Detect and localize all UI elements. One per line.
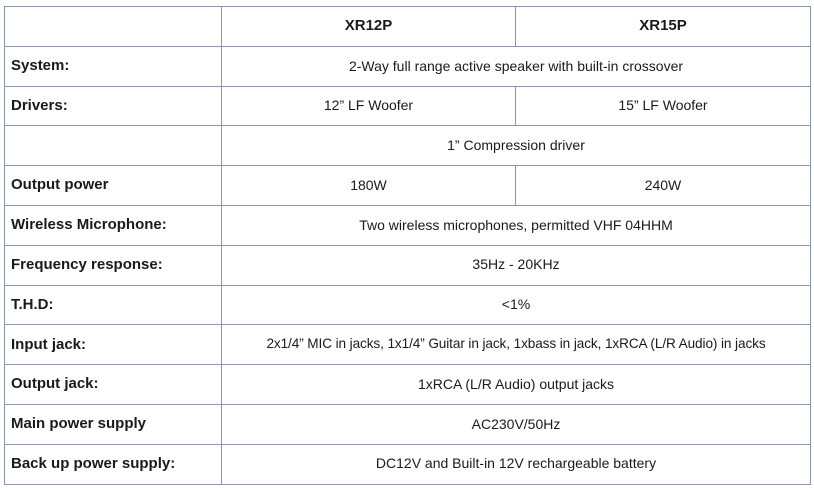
row-label: Frequency response: [5, 245, 222, 285]
header-row [5, 7, 811, 47]
row-value: 1xRCA (L/R Audio) output jacks [222, 365, 811, 405]
row-label: Main power supply [5, 404, 222, 444]
row-label: Back up power supply: [5, 444, 222, 484]
model-header-xr12p: XR12P [222, 7, 516, 47]
row-label: Output jack: [5, 365, 222, 405]
table-row-system [5, 46, 811, 86]
row-label: Output power [5, 166, 222, 206]
row-value: 2-Way full range active speaker with built-in crossover [222, 46, 811, 86]
row-label: Wireless Microphone: [5, 205, 222, 245]
row-label: System: [5, 46, 222, 86]
header-corner-cell [5, 7, 222, 47]
table-row-backup-power-supply [5, 444, 811, 484]
table-row-compression-driver [5, 126, 811, 166]
row-value: 2x1/4” MIC in jacks, 1x1/4” Guitar in jack, 1xbass in jack, 1xRCA (L/R Audio) in jacks [222, 325, 811, 365]
row-label [5, 126, 222, 166]
row-value: 1” Compression driver [222, 126, 811, 166]
table-row-main-power-supply [5, 404, 811, 444]
row-value-xr15p: 240W [516, 166, 811, 206]
table-row-thd [5, 285, 811, 325]
row-value: Two wireless microphones, permitted VHF 04HHM [222, 205, 811, 245]
table-row-wireless-microphone [5, 205, 811, 245]
row-value-xr15p: 15” LF Woofer [516, 86, 811, 126]
table-row-input-jack [5, 325, 811, 365]
row-value: DC12V and Built-in 12V rechargeable battery [222, 444, 811, 484]
table-row-output-power [5, 166, 811, 206]
row-value: AC230V/50Hz [222, 404, 811, 444]
table-row-drivers [5, 86, 811, 126]
row-label: Input jack: [5, 325, 222, 365]
row-value-xr12p: 180W [222, 166, 516, 206]
row-value: 35Hz - 20KHz [222, 245, 811, 285]
table-row-output-jack [5, 365, 811, 405]
model-header-xr15p: XR15P [516, 7, 811, 47]
row-value: <1% [222, 285, 811, 325]
row-label: Drivers: [5, 86, 222, 126]
row-value-xr12p: 12” LF Woofer [222, 86, 516, 126]
spec-table [4, 6, 811, 485]
row-label: T.H.D: [5, 285, 222, 325]
table-row-frequency-response [5, 245, 811, 285]
